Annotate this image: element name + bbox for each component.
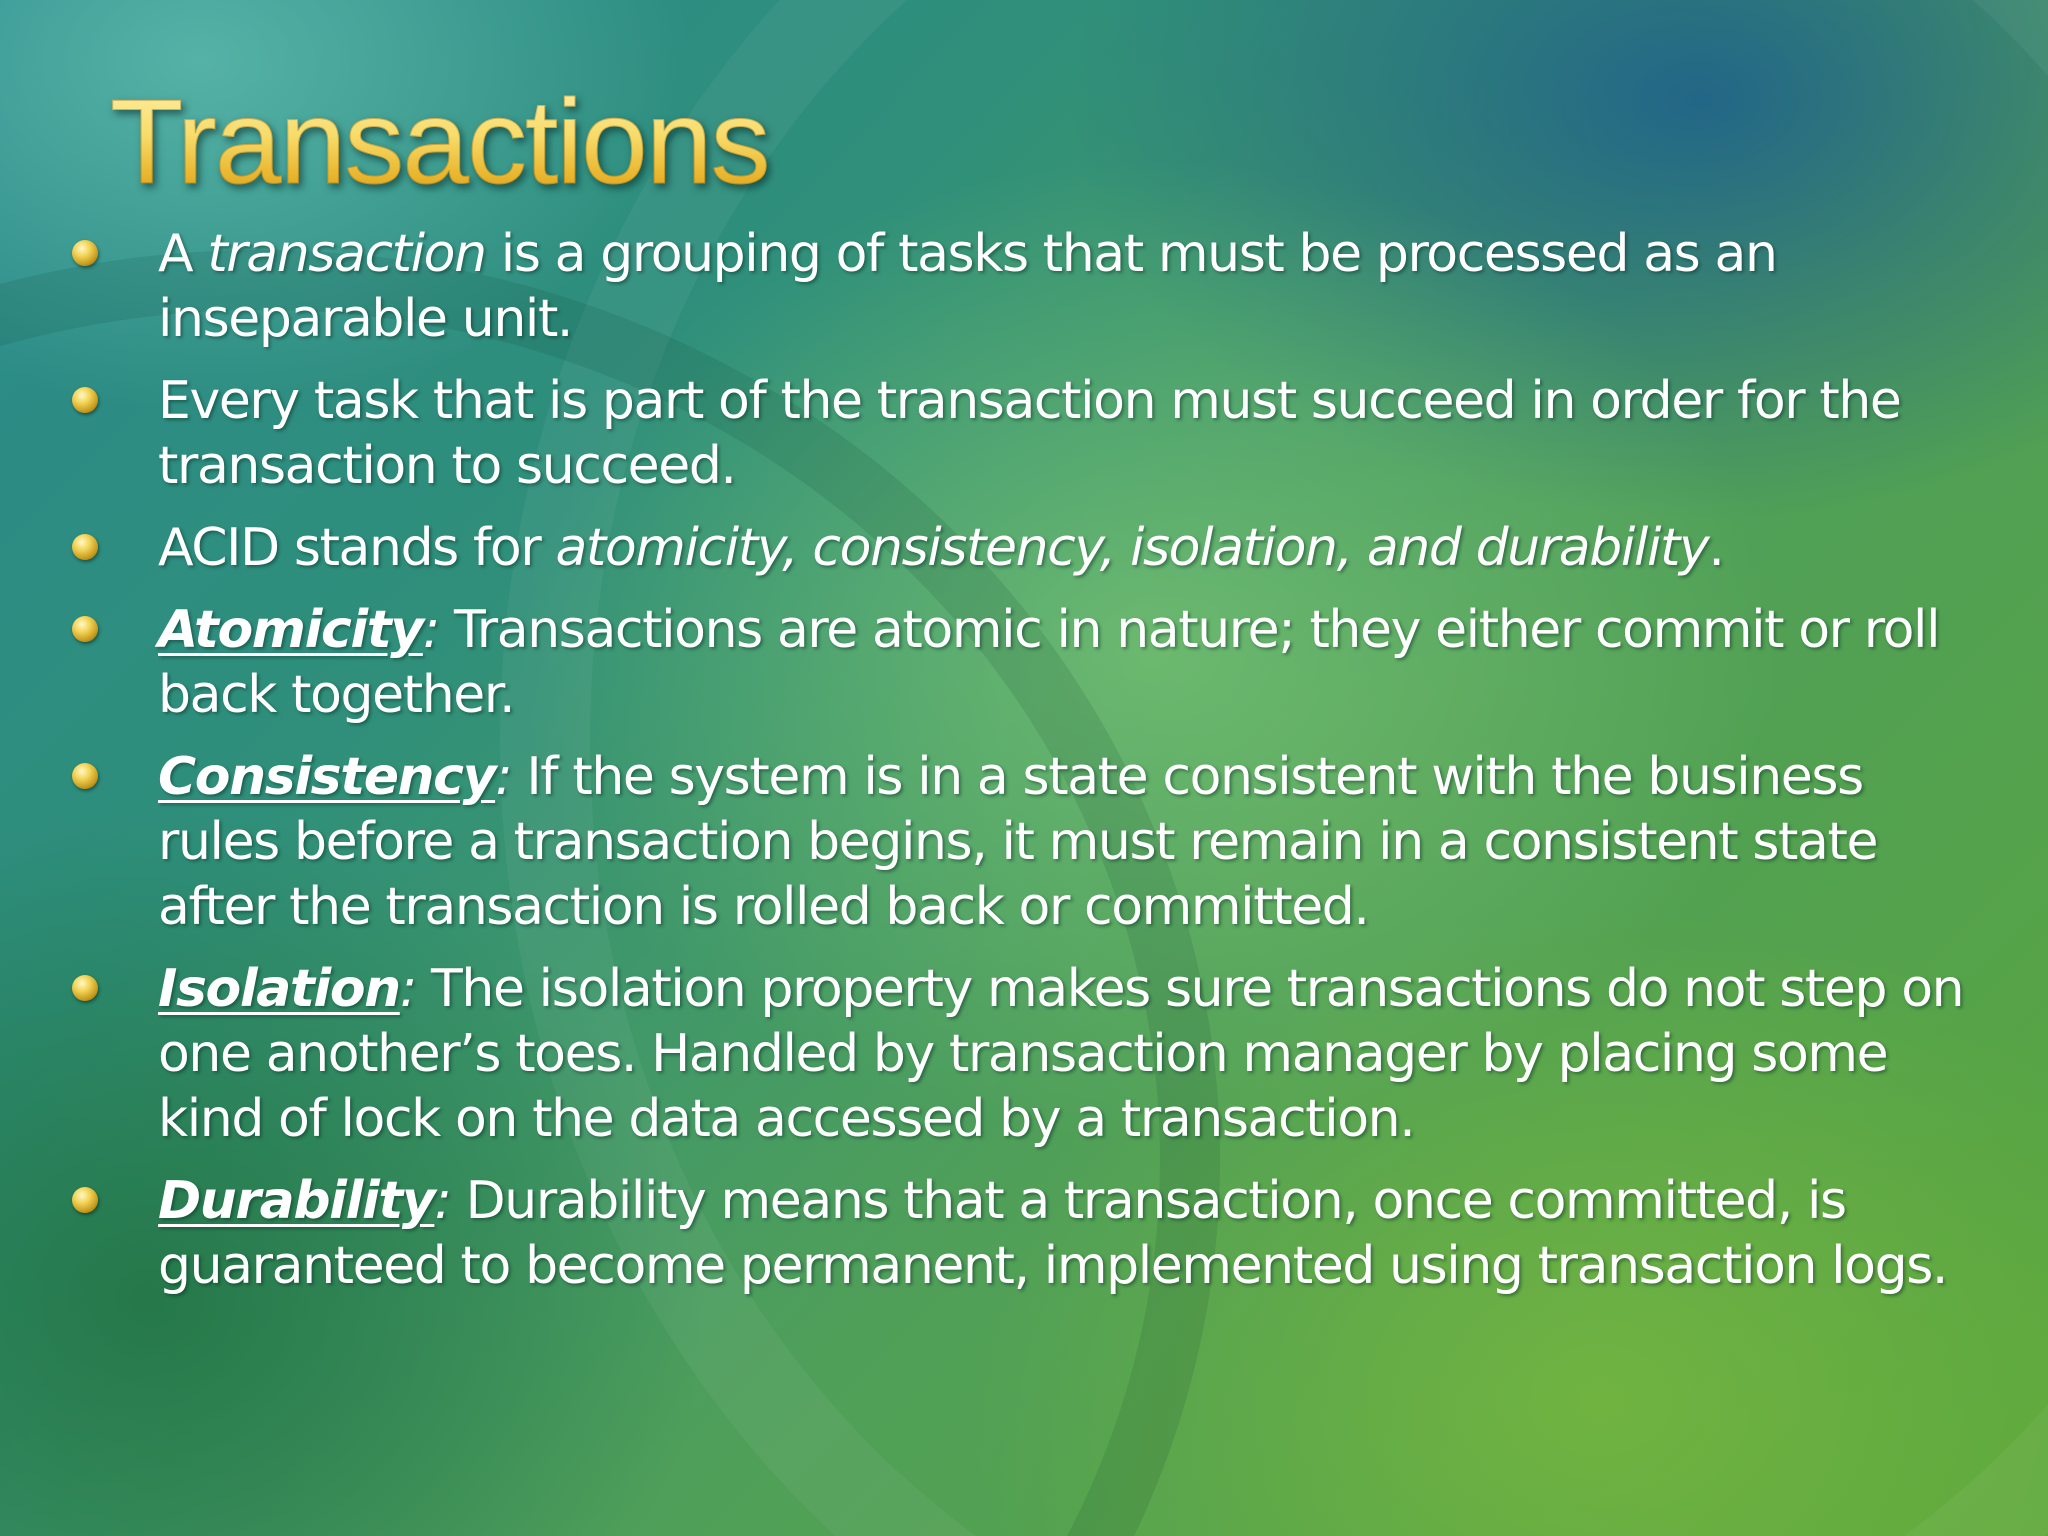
bullet-text: Durability means that a transaction, once committed, is guaranteed to become permanent, implemented using transaction logs. (158, 1171, 1948, 1296)
bullet-separator: : (422, 600, 439, 660)
bullet-text: Every task that is part of the transaction must succeed in order for the transaction to succeed. (158, 371, 1901, 496)
bullet-separator: : (399, 959, 416, 1019)
bullet-acid (0, 516, 2048, 581)
gold-sphere-bullet-icon (72, 975, 98, 1001)
gold-sphere-bullet-icon (72, 240, 98, 266)
bullet-term: Isolation (158, 959, 400, 1019)
bullet-consistency (0, 745, 2048, 940)
bullet-transaction-definition (0, 222, 2048, 352)
bullet-text: If the system is in a state consistent with the business rules before a transaction begins, it must remain in a consistent state after the transaction is rolled back or committed. (158, 747, 1878, 937)
bullet-isolation (0, 957, 2048, 1152)
bullet-text: . (1708, 518, 1724, 578)
bullet-emphasis: transaction (207, 224, 486, 284)
bullet-term: Consistency (158, 747, 496, 807)
bullet-text: is a grouping of tasks that must be processed as an inseparable unit. (158, 224, 1777, 349)
bullet-every-task (0, 369, 2048, 499)
bullet-term: Durability (158, 1171, 435, 1231)
gold-sphere-bullet-icon (72, 763, 98, 789)
bullet-separator: : (495, 747, 512, 807)
bullet-text: The isolation property makes sure transactions do not step on one another’s toes. Handled by transaction manager by placing some kind of lock on the data accessed by a transaction. (158, 959, 1964, 1149)
bullet-lead: ACID stands for (158, 518, 556, 578)
slide-title: Transactions (110, 72, 769, 212)
bullet-emphasis: atomicity, consistency, isolation, and durability (555, 518, 1709, 578)
gold-sphere-bullet-icon (72, 1187, 98, 1213)
bullet-text: Transactions are atomic in nature; they either commit or roll back together. (158, 600, 1940, 725)
bullet-list (0, 222, 2048, 1316)
gold-sphere-bullet-icon (72, 534, 98, 560)
gold-sphere-bullet-icon (72, 616, 98, 642)
bullet-separator: : (434, 1171, 451, 1231)
gold-sphere-bullet-icon (72, 387, 98, 413)
bullet-term: Atomicity (158, 600, 423, 660)
bullet-lead: A (158, 224, 208, 284)
bullet-durability (0, 1169, 2048, 1299)
bullet-atomicity (0, 598, 2048, 728)
